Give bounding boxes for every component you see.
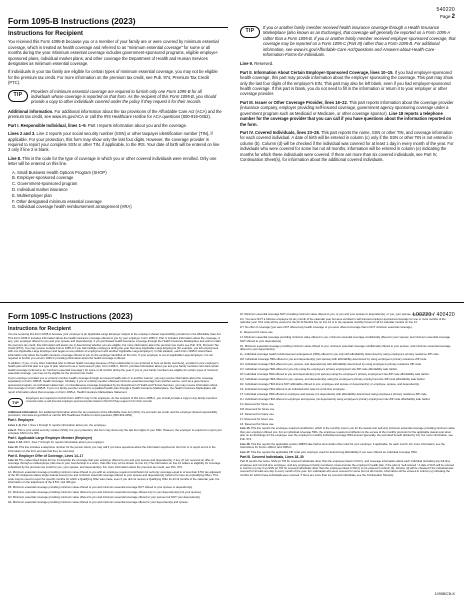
list-item: 1R. Individual coverage HRA that is NOT affordable offered to you; employee and spouse or dependent(s); or employee, spouse, and dependent(s). [240, 382, 420, 386]
paragraph: You received this Form 1095-B because you or a member of your family are or were covered by minimum essential coverage, which is treated as health coverage and referred to as "minimum essential coverage" for some or all months during the year. Minimum essential coverage includes government-sponsored programs, eligible employer-sponsored plans, individual market plans, and other coverage the Department of Health and Human Services designates as minimum essential coverage. [8, 39, 219, 67]
paragraph: Line 14. The codes listed below for line 14 describe the coverage that your employer offered to you and your spouse and dependent(s), if any. (If you received an offer of coverage through a multiemployer plan due to your membership in a union, that offer may not be shown on line 14.) The information on line 14 relates to eligibility for coverage subsidized by the premium tax credit for you, your spouse, and dependent(s). For more information about the premium tax credit, see Pub. 974. [8, 459, 221, 469]
list-item: D. Individual market insurance [12, 186, 68, 192]
page-number-value: 2 [451, 14, 455, 20]
paragraph: Line 16. This line reports the applicable section 4980H safe harbor and certain other relief for your employer, if applicable, for each month. For more information, see the Instructions for Forms 1094-C and 1095-C. [240, 442, 445, 449]
list-item: 1K. Minimum essential coverage providing minimum value offered to you; minimum essential coverage conditionally offered to your spouse; and minimum essential coverage offered to your dependent(s). [240, 344, 451, 351]
list-item: G. Individual coverage health reimbursement arrangement (HRA) [12, 204, 132, 210]
tip-box [8, 397, 222, 407]
list-item: 1D. Minimum essential coverage providing minimum value offered to you and minimum essential coverage offered to your spouse but NOT your dependent(s). [8, 495, 201, 499]
coverage-code-list [8, 170, 222, 210]
list-item: E. Multiemployer plan [12, 192, 52, 198]
tip-text: Employers are required to furnish Form 1095-C only to the employee. As the recipient of this Form 1095-C, you should provide a copy to any family members covered under a self-insured employer-sponsored plan listed in Part III if they request it for their records. [26, 396, 218, 404]
list-item: 1W. Reserved for future use. [240, 407, 276, 411]
list-item: 1S. Individual coverage HRA offered to an individual who was not a full-time employee. [240, 387, 346, 391]
offer-code-list [8, 471, 222, 504]
paragraph: Part III. Issuer or Other Coverage Provider, lines 16–22. This part reports information about the coverage provider (insurance company, employer providing self-insured coverage, government agency sponsoring coverage under a government program such as Medicaid or Medicare, or other coverage sponsor). Line 18 reports a telephone number for the coverage provider that you can call if you have questions about the information reported on the form. [240, 99, 454, 127]
paragraph: Line 15. This line reports the employee required contribution, which is the monthly cost to you for the lowest-cost self-only minimum essential coverage providing minimum value that your employer offered you. For an individual coverage HRA, the employee required contribution is the excess of the monthly premium for the applicable lowest-cost silver plan on an Exchange for the employee over the employer's monthly individual coverage HRA amount (generally, the permitted benefit divided by 12). For more information, see Pub. 974. [240, 427, 455, 441]
paragraph: In addition, if you, or any other individual who is offered health coverage because of their relationship to you (referred to here as family members), enrolled in your employer's health plan and that plan is a type of plan referred to as a "self-insured" plan, Form 1095-C, Part III, provides information about you and your family members who had certain health coverage (referred to as "minimum essential coverage") for some or all months during the year. If you or your family members are eligible for certain types of minimum essential coverage, you may not be eligible for the premium tax credit. [8, 361, 219, 376]
list-item: C. Government-sponsored program [12, 181, 78, 187]
tip-text: If you or another family member received health insurance coverage through a Health Insurance Marketplace (also known as an Exchange), that coverage will generally be reported on a Form 1095-A rather than a Form 1095-B. If you or another family member received employer-sponsored coverage, that coverage may be reported on a Form 1095-C (Part III) rather than a Form 1095-B. For additional information, see www.irs.gov/Affordable-Care-Act/Questions-and-Answers-about-Health-Care-Information-Forms-for-Individuals. [263, 25, 456, 58]
list-item: 1H. No offer of coverage (you were NOT offered any health coverage or you were offered coverage that is NOT minimum essential coverage). [240, 326, 413, 330]
list-item: 1Y. Reserved for future use. [240, 417, 275, 421]
paragraph: Line 2. This is your social security number (SSN). For your protection, this form may show only the last four digits of your SSN. However, the employer is required to report your complete SSN to the IRS. [8, 428, 222, 435]
list-item: B. Employer-sponsored coverage [12, 175, 74, 181]
tip-icon: TIP [8, 90, 28, 102]
list-item: 1C. Minimum essential coverage providing minimum value offered to you and minimum essential coverage offered only to your dependent(s) (not your spouse). [8, 490, 202, 494]
list-item: A. Small Business Health Options Program (SHOP) [12, 169, 107, 175]
paragraph: Line 8. This is the code for the type of coverage in which you or other covered individuals were enrolled. Only one letter will be entered on this line. [8, 155, 217, 167]
list-item: 1U. Individual coverage HRA offered to employee and spouse (no dependents) using employee's primary employment site ZIP code affordability safe harbor. [240, 397, 431, 401]
list-item: 1G. You were NOT a full-time employee for any month of the calendar year but were enrolled in self-insured employer-sponsored coverage for one or more months of the calendar year. This code will be entered in the All 12 Months box on line 14 or in the separate monthly boxes for all 12 calendar months on line 14. [240, 317, 446, 325]
offer-code-list-continued [240, 313, 456, 426]
list-item: 1B. Minimum essential coverage providing minimum value offered to you and minimum essential coverage NOT offered to your spouse or dependent(s). [8, 485, 193, 489]
page-label: Page [439, 14, 451, 19]
subheading: Part I. Employee [8, 418, 34, 423]
form-1095c-left-column [8, 327, 222, 506]
paragraph: Line 10. This line includes a telephone number for the person whom you may call if you have questions about the information reported on the form or to report errors in the information on the form and ask that they be corrected. [8, 446, 216, 453]
list-item: 1F. Minimum essential coverage NOT providing minimum value offered to you, or you and your spouse or dependent(s), or you, your spouse, and dependent(s). [240, 313, 435, 316]
list-item: 1M. Individual coverage HRA offered to you and dependent(s) (not spouse) with affordability determined by using employee's primary residence ZIP code. [240, 357, 428, 361]
subheading: Part III. Covered Individuals, Lines 18–30 [240, 454, 304, 459]
list-item: 1V. Reserved for future use. [240, 402, 275, 406]
form-1095b-title: Form 1095-B Instructions (2023) [8, 16, 228, 28]
list-item: 1J. Minimum essential coverage providing minimum value offered to you; minimum essential coverage conditionally offered to your spouse; and minimum essential coverage NOT offered to your dependent(s). [240, 336, 451, 343]
paragraph: Part I. Responsible Individual, lines 1–9. Part I reports information about you and the coverage. [8, 122, 188, 128]
paragraph: Part III reports the name, SSN (or TIN for covered individuals other than the employee listed in Part I), and coverage information about each individual (including any full-time employee and non-full-time employee, and any employee's family members) covered under the employer's health plan, if the plan is "self-insured." A date of birth will be entered in column (c) only if an SSN (or TIN for covered individuals other than the employee listed in Part I) is not entered in column (b). Column (d) will be checked if the individual was covered for at least one day in every month of the year. For individuals who were covered for some but not all months, information will be entered in column (e) indicating the months for which these individuals were covered. If there are more than six covered individuals, see the Continuation Sheet(s). [240, 460, 454, 477]
tip-icon: TIP [240, 26, 260, 38]
paragraph: Line 17. This line reports the applicable ZIP code your employer used for determining affordability if you were offered an individual coverage HRA. [240, 450, 418, 454]
form-1095c-title: Form 1095-C Instructions (2023) [8, 312, 228, 323]
list-item: 1Q. Individual coverage HRA offered to you, spouse, and dependent(s) using the employee's primary employment site ZIP code affordability safe harbor. [240, 377, 426, 381]
list-item: 1T. Individual coverage HRA offered to employee and spouse (no dependents) with affordability determined using employee's primary residence ZIP code. [240, 392, 428, 396]
paragraph: Lines 7–13. Part I, lines 7 through 13, reports information about your employer. [8, 441, 105, 445]
recipient-instructions-heading: Instructions for Recipient [8, 326, 71, 332]
form-1095b-section [8, 14, 456, 304]
paragraph: Additional information. For additional information about the tax provisions of the Affordable Care Act (ACA) and the premium tax credit, see www.irs.gov/ACA or call the IRS Healthcare Hotline for ACA questions (800-919-0452). [8, 108, 222, 120]
paragraph: Additional information. For additional information about the tax provisions of the Affordable Care Act (ACA), the premium tax credit, and the employer shared responsibility provisions, visit www.irs.gov/ACA or call the IRS Healthcare Hotline for ACA questions (800-919-0452). [8, 410, 218, 418]
form-1095b-right-column [240, 22, 456, 165]
form-code-top: 540220 [436, 7, 455, 13]
tip-icon: TIP [8, 398, 23, 407]
paragraph: Part II. Information About Certain Employer-Sponsored Coverage, lines 10–15. If you had employer-sponsored health coverage, this part may provide information about the employer sponsoring the coverage. This part may show only the last four digits of the employer's EIN. This part may also be left blank, even if you had employer-sponsored health coverage. If this part is blank, you do not need to fill in the information or return it to your employer or other coverage provider. [240, 69, 454, 97]
list-item: 1O. Individual coverage HRA offered to you only using the employee's primary employment site ZIP code affordability safe harbor. [240, 367, 398, 371]
list-item: 1X. Reserved for future use. [240, 412, 275, 416]
tip-box [8, 89, 222, 105]
paragraph: If your employer provided you or a family member health coverage through an insured health plan or in another manner, you may receive information about the coverage separately on Form 1095-B, Health Coverage. Similarly, if you or a family member obtained minimum essential coverage from another source, such as a government-sponsored program, an individual market plan, or miscellaneous coverage designated by the Department of Health and Human Services, you may receive information about that coverage on Form 1095-B. If you or a family member enrolled in a qualified health plan through a Health Insurance Marketplace, the Health Insurance Marketplace will report information about that coverage on Form 1095-A, Health Insurance Marketplace Statement. [8, 377, 218, 394]
form-1095b-left-column [8, 30, 222, 210]
tip-text: Providers of minimum essential coverage are required to furnish only one Form 1095-B for all individuals whose coverage is reported on that form. As the recipient of this Form 1095-B, you should provide a copy to other individuals covered under the policy if they request it for their records. [31, 88, 217, 105]
list-item: 1P. Individual coverage HRA offered to you and dependent(s) (not spouse) using the employee's primary employment site ZIP code affordability safe harbor. [240, 372, 430, 376]
subheading: Part I. Applicable Large Employer Member (Employer) [8, 435, 93, 440]
form-1095c-right-column [240, 313, 456, 479]
section-divider [0, 302, 464, 303]
form-code-mid: L00220 / 400420 [412, 312, 455, 318]
list-item: 1I. Reserved for future use. [240, 331, 274, 335]
subheading: Part II. Employer Offer of Coverage, Lines 14–17 [8, 453, 84, 458]
paragraph: Part IV. Covered Individuals, lines 23–28. This part reports the name, SSN or other TIN, and coverage information for each covered individual. A date of birth will be entered in column (c) only if the SSN or other TIN is not entered in column (b). Column (d) will be checked if the individual was covered for at least 1 day in every month of the year. For individuals who were covered for some but not all months, information will be entered in column (e) indicating the months for which these individuals were covered. If there are more than six covered individuals, see Part IV, Continuation Sheet(s), for information about the additional covered individuals. [240, 129, 454, 162]
list-item: 1E. Minimum essential coverage providing minimum value offered to you and minimum essential coverage offered to your dependent(s) and spouse. [8, 500, 189, 504]
list-item: F. Other designated minimum essential coverage [12, 198, 102, 204]
list-item: 1L. Individual coverage health reimbursement arrangement (HRA) offered to you only with affordability determined by using employee's primary residence ZIP code. [240, 352, 440, 356]
paragraph: Lines 1–8. Part I, lines 1 through 8, reports information about you, the employee. [8, 423, 107, 427]
paragraph: Line 9. Reserved. [240, 61, 274, 67]
list-item: 1N. Individual coverage HRA offered to you, spouse, and dependent(s) with affordability determined by using employee's primary residence ZIP code. [240, 362, 422, 366]
list-item: 1A. Minimum essential coverage providing minimum value offered to you with an employee required contribution for self-only coverage equal to or less than 9.5% (as adjusted) of the 48 contiguous states single federal poverty line and minimum essential coverage offered to your spouse and dependent(s) (referred to here as a Qualifying Offer). This code may be used to report for specific months for which a Qualifying Offer was made, even if you did not receive a Qualifying Offer for all 12 months of the calendar year. For information on the adjustment of the 9.5%, visit IRS.gov. [8, 470, 221, 484]
form-1095c-section [8, 310, 456, 595]
paragraph: If individuals in your tax family are eligible for certain types of minimum essential coverage, you may not be eligible for the premium tax credit. For more information on the premium tax credit, see Pub. 974, Premium Tax Credit (PTC). [8, 69, 218, 86]
paragraph: Lines 2 and 3. Line 2 reports your social security number (SSN) or other taxpayer identification number (TIN), if applicable. For your protection, this form may show only the last four digits. However, the coverage provider is required to report your complete SSN or other TIN, if applicable, to the IRS. Your date of birth will be entered on line 3 only if line 2 is blank. [8, 131, 220, 153]
paragraph: You are receiving this Form 1095-C because your employer is an Applicable Large Employer subject to the employer shared responsibility provisions in the Affordable Care Act. This Form 1095-C includes information about the health insurance coverage offered to you by your employer. Form 1095-C, Part II, includes information about the coverage, if any, your employer offered to you and your spouse and dependent(s). If you purchased health insurance coverage through the Health Insurance Marketplace and wish to claim the premium tax credit, this information will assist you in determining whether you are eligible. For more information about the premium tax credit, see Pub. 974, Premium Tax Credit (PTC). You may receive multiple Forms 1095-C if you had multiple employers during the year that were Applicable Large Employers (for example, you left employment with one Applicable Large Employer and began a new position of employment with another Applicable Large Employer). In that situation, each Form 1095-C would have information only about the health insurance coverage offered to you by the employer identified on the form. If your employer is not an Applicable Large Employer, it is not required to furnish you a Form 1095-C providing information about the health coverage it offered. [8, 333, 222, 360]
tip-box [240, 25, 456, 57]
footer-form-code: 1095BC3LK [434, 592, 455, 596]
recipient-instructions-heading: Instructions for Recipient [8, 30, 83, 37]
list-item: 1Z. Reserved for future use. [240, 422, 275, 426]
